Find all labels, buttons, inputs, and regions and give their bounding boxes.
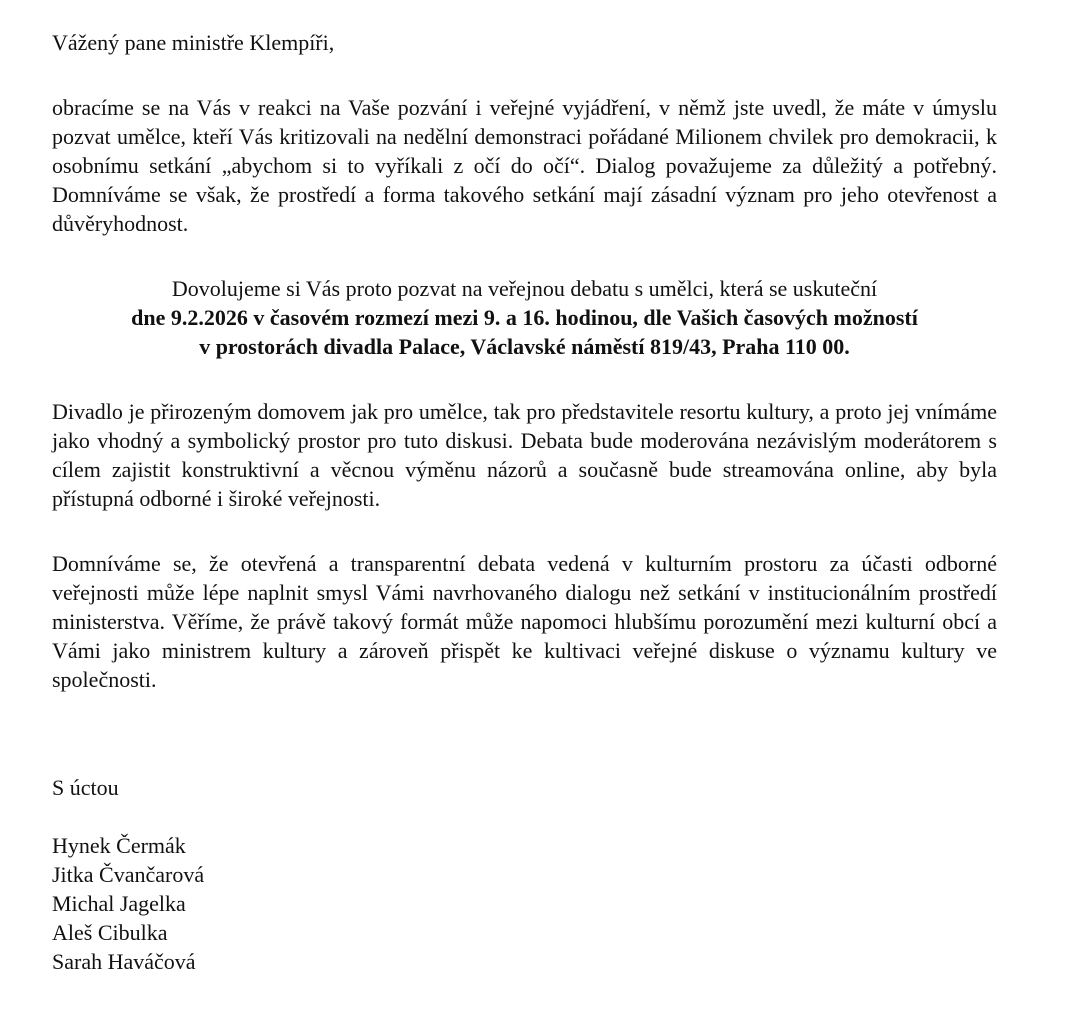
paragraph-intro: obracíme se na Vás v reakci na Vaše pozvání i veřejné vyjádření, v němž jste uvedl, že máte v úmyslu pozvat umělce, kteří Vás kritizovali na nedělní demonstraci pořádané Milionem chvilek pro demokracii, k osobnímu setkání „abychom si to vyříkali z očí do očí“. Dialog považujeme za důležitý a potřebný. Domníváme se však, že prostředí a forma takového setkání mají zásadní význam pro jeho otevřenost a důvěryhodnost. — [52, 95, 997, 236]
invitation-venue-line: v prostorách divadla Palace, Václavské náměstí 819/43, Praha 110 00. — [199, 334, 850, 359]
signatory-name: Michal Jagelka — [52, 891, 186, 916]
letter-body — [52, 28, 997, 976]
signatory-name: Hynek Čermák — [52, 833, 186, 858]
paragraph-transparency: Domníváme se, že otevřená a transparentní debata vedená v kulturním prostoru za účasti odborné veřejnosti může lépe naplnit smysl Vámi navrhovaného dialogu než setkání v institucionálním prostředí ministerstva. Věříme, že právě takový formát může napomoci hlubšímu porozumění mezi kulturní obcí a Vámi jako ministrem kultury a zároveň přispět ke kultivaci veřejné diskuse o významu kultury ve společnosti. — [52, 551, 997, 692]
closing: S úctou — [52, 775, 119, 800]
signatory-name: Sarah Haváčová — [52, 949, 196, 974]
invitation-block — [52, 274, 997, 361]
signatory-name: Aleš Cibulka — [52, 920, 168, 945]
signatory-list — [52, 831, 997, 976]
invitation-line-1: Dovolujeme si Vás proto pozvat na veřejnou debatu s umělci, která se uskuteční — [171, 276, 878, 301]
salutation: Vážený pane ministře Klempíři, — [52, 30, 335, 55]
paragraph-theatre: Divadlo je přirozeným domovem jak pro umělce, tak pro představitele resortu kultury, a proto jej vnímáme jako vhodný a symbolický prostor pro tuto diskusi. Debata bude moderována nezávislým moderátorem s cílem zajistit konstruktivní a věcnou výměnu názorů a současně bude streamována online, aby byla přístupná odborné i široké veřejnosti. — [52, 399, 997, 511]
signatory-name: Jitka Čvančarová — [52, 862, 205, 887]
invitation-date-line: dne 9.2.2026 v časovém rozmezí mezi 9. a 16. hodinou, dle Vašich časových možností — [131, 305, 918, 330]
